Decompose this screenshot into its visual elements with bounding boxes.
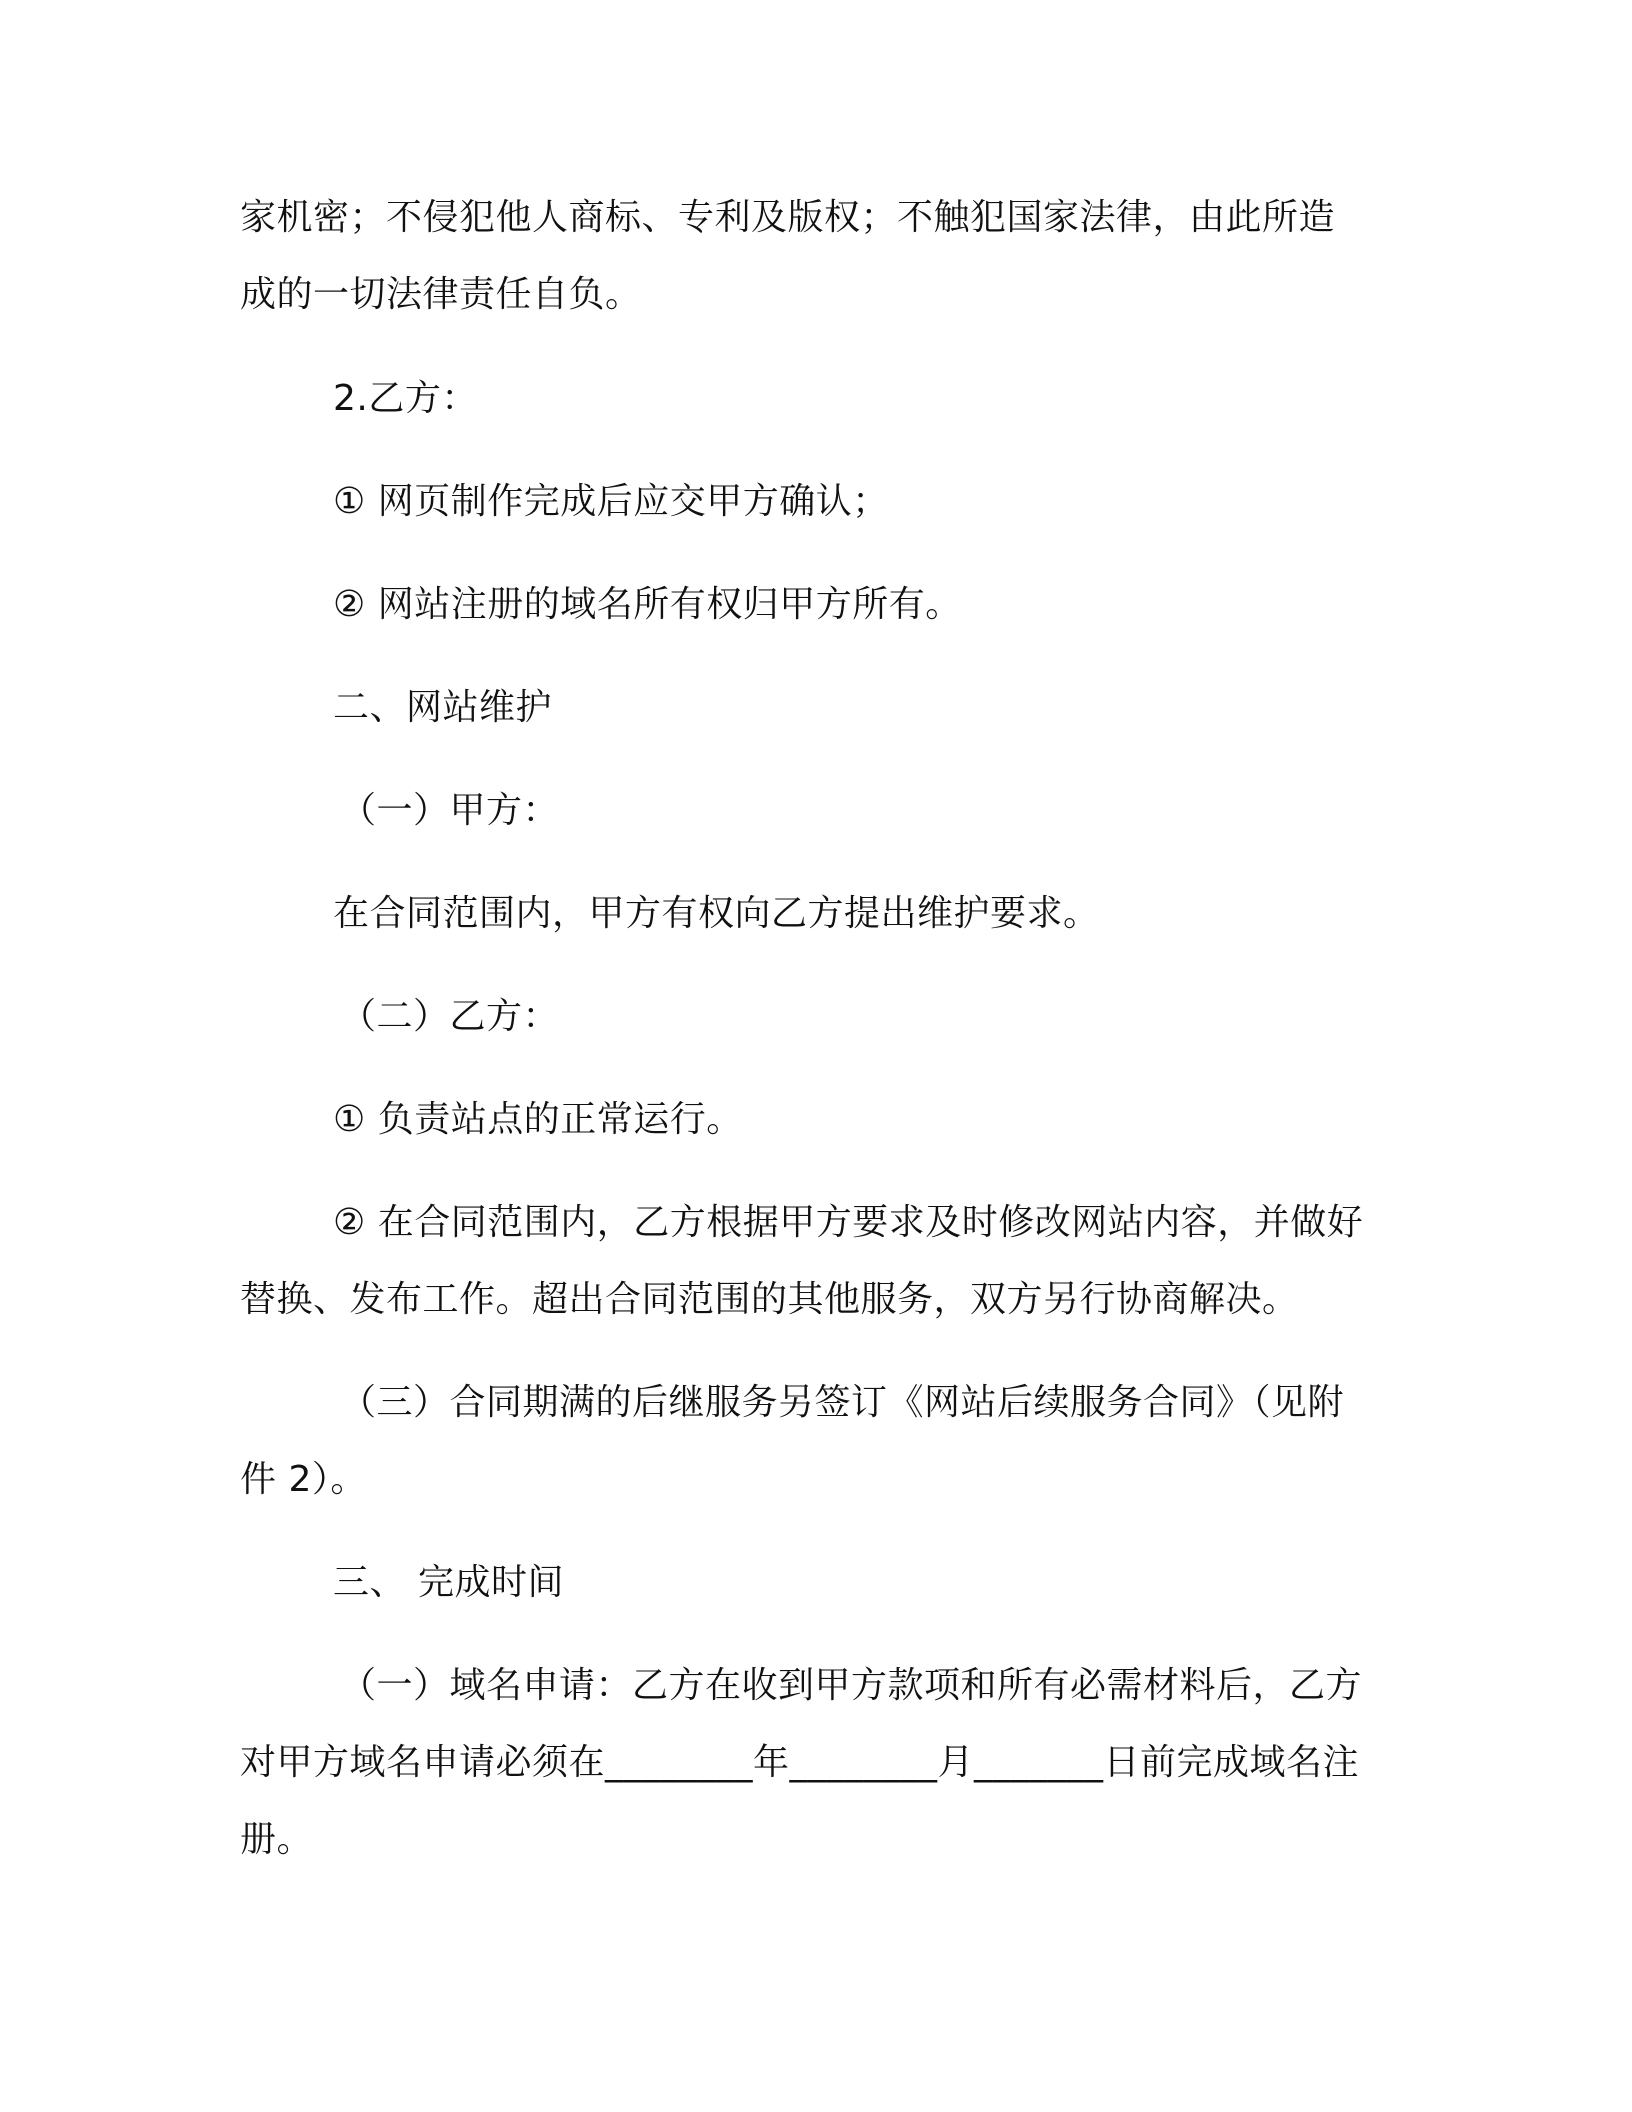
paragraph-line: 成的一切法律责任自负。	[240, 274, 642, 315]
paragraph-line: （一）域名申请：乙方在收到甲方款项和所有必需材料后，乙方	[340, 1665, 1363, 1706]
section-heading: 三、 完成时间	[333, 1562, 564, 1603]
section-heading: 2.乙方：	[333, 378, 478, 419]
subsection-heading: （一）甲方：	[340, 790, 560, 831]
paragraph-line: 件 2）。	[240, 1459, 367, 1500]
list-item: ② 在合同范围内，乙方根据甲方要求及时修改网站内容，并做好	[333, 1202, 1364, 1243]
paragraph-line: 在合同范围内，甲方有权向乙方提出维护要求。	[333, 893, 1100, 934]
list-item: ① 负责站点的正常运行。	[333, 1099, 743, 1140]
section-heading: 二、网站维护	[333, 687, 553, 728]
paragraph-line: 替换、发布工作。超出合同范围的其他服务，双方另行协商解决。	[240, 1279, 1299, 1320]
paragraph-line: （三）合同期满的后继服务另签订《网站后续服务合同》（见附	[340, 1382, 1345, 1423]
paragraph-line: 家机密；不侵犯他人商标、专利及版权；不触犯国家法律，由此所造	[240, 197, 1336, 238]
paragraph-line: 对甲方域名申请必须在________年________月_______日前完成域名注	[240, 1742, 1360, 1783]
paragraph-line: 册。	[240, 1819, 314, 1860]
subsection-heading: （二）乙方：	[340, 996, 560, 1037]
list-item: ② 网站注册的域名所有权归甲方所有。	[333, 584, 962, 625]
list-item: ① 网页制作完成后应交甲方确认；	[333, 481, 889, 522]
